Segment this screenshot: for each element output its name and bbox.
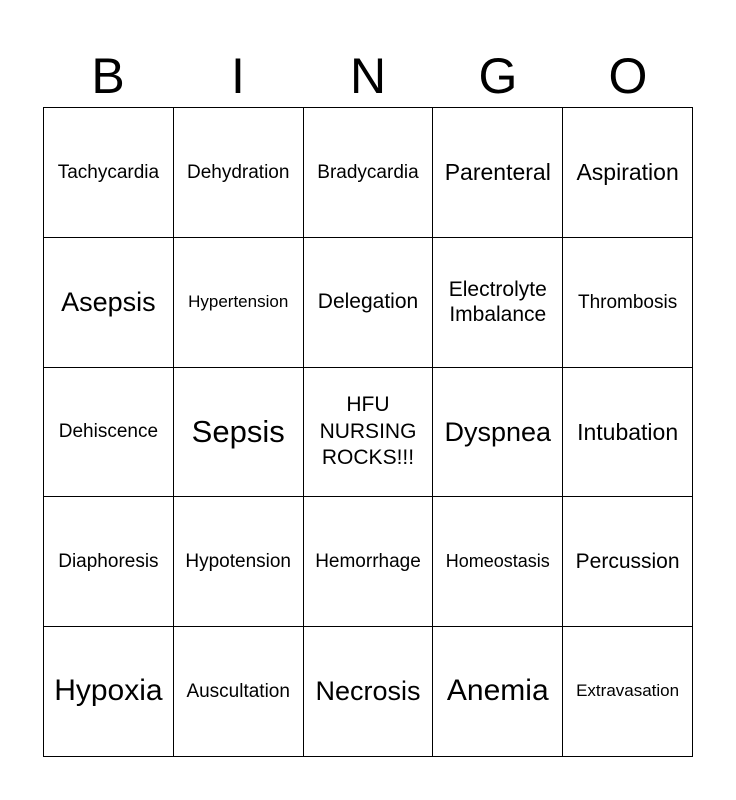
bingo-cell[interactable] xyxy=(433,108,563,238)
bingo-cell[interactable] xyxy=(563,368,693,498)
bingo-cell[interactable] xyxy=(44,368,174,498)
bingo-cell[interactable] xyxy=(304,108,434,238)
cell-label: Percussion xyxy=(575,549,680,573)
cell-label: Hemorrhage xyxy=(315,551,421,573)
cell-label: Dehydration xyxy=(186,161,290,183)
cell-label: Sepsis xyxy=(191,414,285,450)
cell-label: Homeostasis xyxy=(445,550,550,571)
bingo-cell[interactable] xyxy=(304,238,434,368)
cell-label: Hypoxia xyxy=(54,674,163,708)
bingo-cell[interactable] xyxy=(304,497,434,627)
cell-label: Electrolyte Imbalance xyxy=(448,277,547,327)
cell-label: Extravasation xyxy=(576,681,680,701)
bingo-cell[interactable] xyxy=(563,108,693,238)
cell-label: Asepsis xyxy=(61,286,156,317)
free-space-label: HFU NURSING ROCKS!!! xyxy=(319,392,417,470)
header-letter-o: O xyxy=(608,48,648,104)
bingo-cell[interactable] xyxy=(44,108,174,238)
cell-label: Intubation xyxy=(577,418,679,445)
bingo-cell[interactable] xyxy=(433,368,563,498)
bingo-cell[interactable] xyxy=(433,627,563,757)
cell-label: Tachycardia xyxy=(57,161,160,183)
cell-label: Auscultation xyxy=(186,681,290,702)
bingo-board xyxy=(43,107,693,757)
cell-label: Necrosis xyxy=(315,676,421,707)
header-letter-b: B xyxy=(91,48,125,104)
cell-label: Diaphoresis xyxy=(58,551,159,573)
cell-label: Delegation xyxy=(317,290,419,314)
bingo-cell[interactable] xyxy=(433,497,563,627)
bingo-cell[interactable] xyxy=(174,368,304,498)
cell-label: Bradycardia xyxy=(317,161,419,183)
bingo-cell[interactable] xyxy=(304,627,434,757)
cell-label: Thrombosis xyxy=(577,291,678,313)
cell-label: Anemia xyxy=(446,674,549,708)
header-letter-g: G xyxy=(478,48,518,104)
cell-label: Dyspnea xyxy=(444,416,552,447)
bingo-cell[interactable] xyxy=(44,627,174,757)
cell-label: Aspiration xyxy=(576,159,679,186)
header-letter-n: N xyxy=(349,48,387,104)
bingo-cell[interactable] xyxy=(174,497,304,627)
bingo-cell[interactable] xyxy=(563,497,693,627)
cell-label: Parenteral xyxy=(444,159,551,186)
bingo-cell[interactable] xyxy=(174,238,304,368)
bingo-cell[interactable] xyxy=(433,238,563,368)
free-space-cell[interactable] xyxy=(304,368,434,498)
bingo-cell[interactable] xyxy=(174,627,304,757)
bingo-cell[interactable] xyxy=(44,238,174,368)
bingo-cell[interactable] xyxy=(174,108,304,238)
bingo-cell[interactable] xyxy=(44,497,174,627)
header-letter-i: I xyxy=(231,48,245,104)
cell-label: Hypotension xyxy=(185,551,291,573)
bingo-header xyxy=(43,46,693,106)
cell-label: Hypertension xyxy=(188,291,289,311)
cell-label: Dehiscence xyxy=(58,421,159,443)
bingo-cell[interactable] xyxy=(563,627,693,757)
bingo-cell[interactable] xyxy=(563,238,693,368)
